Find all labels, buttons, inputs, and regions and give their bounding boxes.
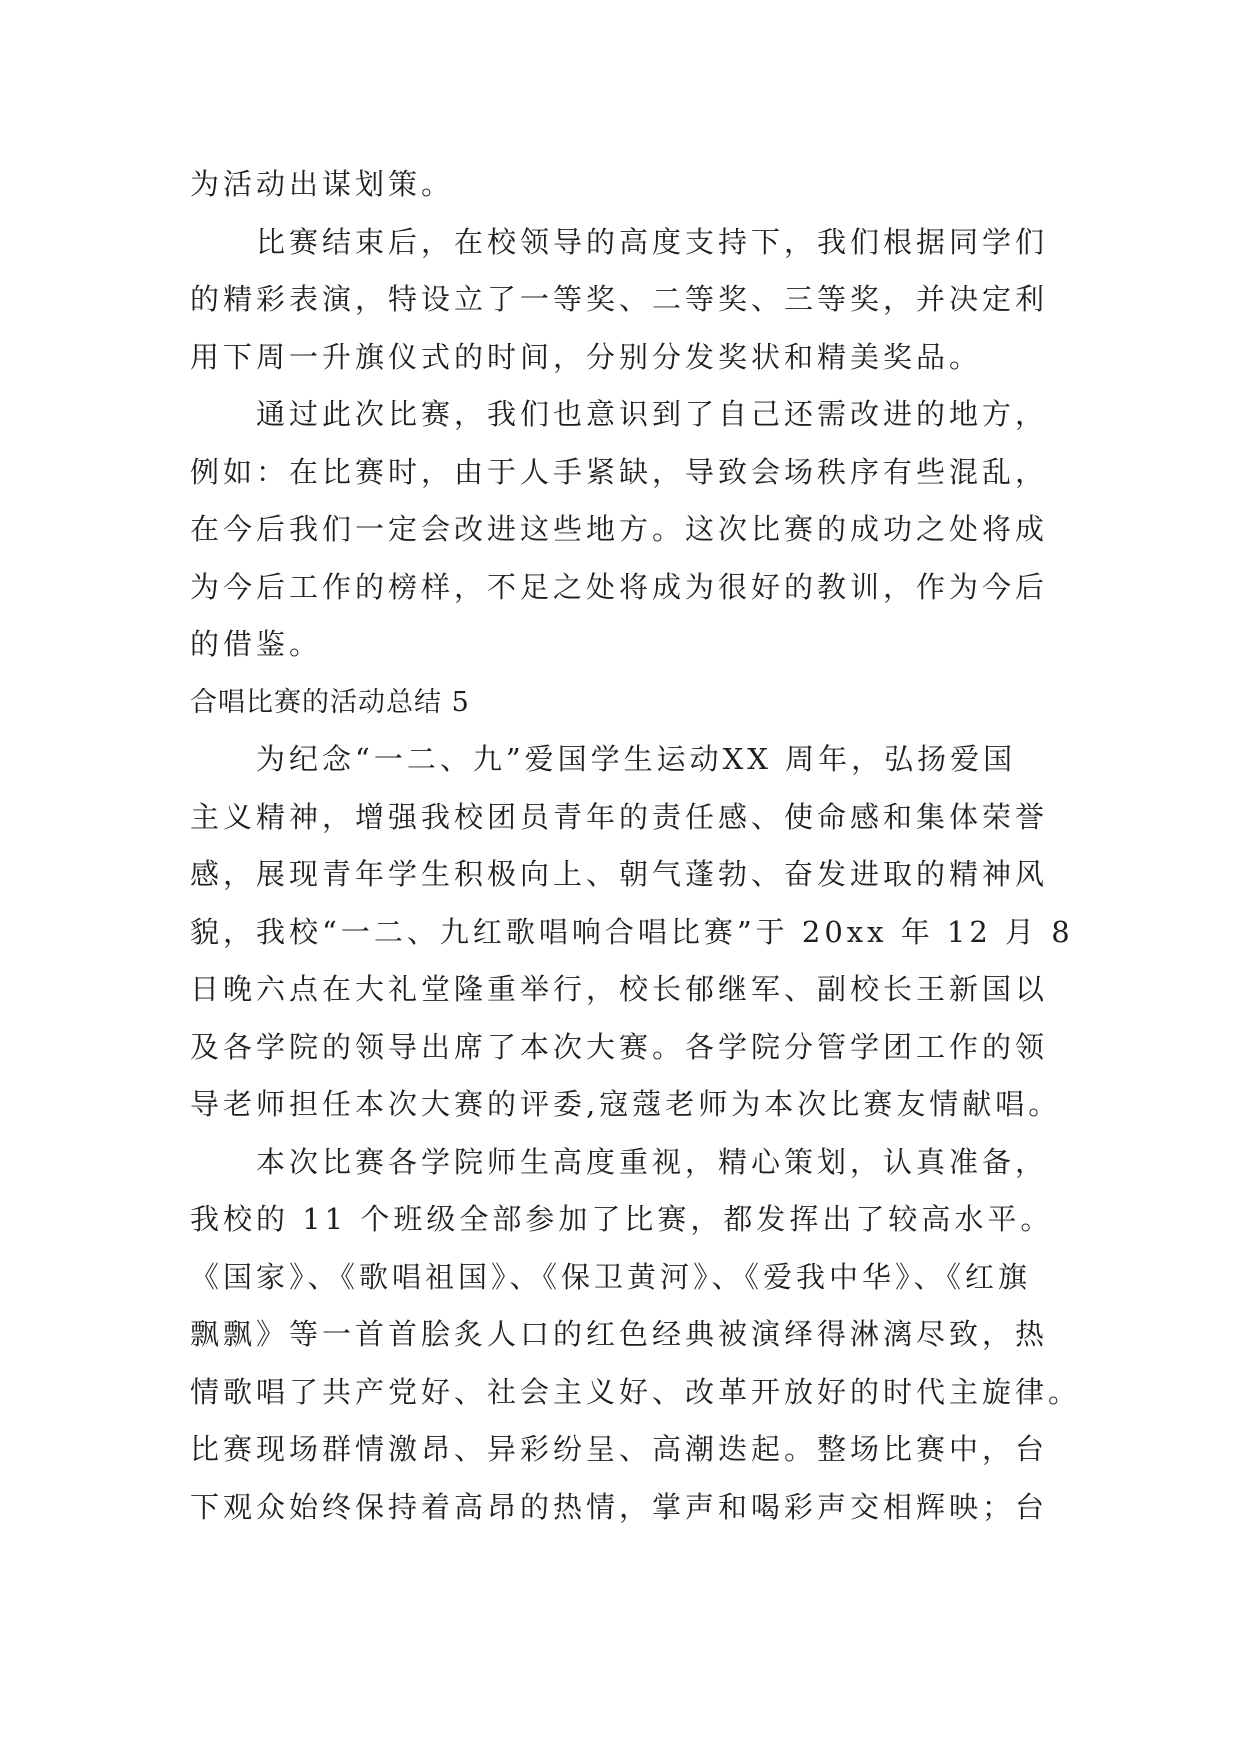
section-heading: 合唱比赛的活动总结 5 [190,686,470,718]
text-line: 情歌唱了共产党好、社会主义好、改革开放好的时代主旋律。 [190,1374,1082,1409]
text-line: 的精彩表演，特设立了一等奖、二等奖、三等奖，并决定利 [190,282,1049,316]
paragraph-awards [190,214,1070,387]
paragraph-intro [190,731,1074,1134]
text-line: 《国家》、《歌唱祖国》、《保卫黄河》、《爱我中华》、《红旗 [190,1259,1032,1294]
text-line: 为今后工作的榜样，不足之处将成为很好的教训，作为今后 [190,569,1049,604]
text-line: 例如：在比赛时，由于人手紧缺，导致会场秩序有些混乱， [190,454,1049,489]
document-body [190,156,1082,1536]
text-line: 日晚六点在大礼堂隆重举行，校长郁继军、副校长王新国以 [190,972,1049,1006]
text-line: 本次比赛各学院师生高度重视，精心策划，认真准备， [256,1144,1049,1179]
text-line: 比赛现场群情激昂、异彩纷呈、高潮迭起。整场比赛中，台 [190,1432,1049,1466]
text-line: 通过此次比赛，我们也意识到了自己还需改进的地方， [256,397,1049,431]
paragraph-continued [190,156,1070,214]
text-line: 用下周一升旗仪式的时间，分别分发奖状和精美奖品。 [190,339,983,374]
text-line: 下观众始终保持着高昂的热情，掌声和喝彩声交相辉映；台 [190,1489,1049,1524]
text-line: 比赛结束后，在校领导的高度支持下，我们根据同学们 [256,224,1049,259]
text-line: 飘飘》等一首首脍炙人口的红色经典被演绎得淋漓尽致，热 [190,1317,1049,1351]
paragraph-details [190,1134,1082,1537]
text-line: 的借鉴。 [190,627,323,661]
text-line: 我校的 11 个班级全部参加了比赛，都发挥出了较高水平。 [190,1202,1054,1236]
text-line: 导老师担任本次大赛的评委,寇蔻老师为本次比赛友情献唱。 [190,1087,1062,1121]
text-line: 貌，我校“一二、九红歌唱响合唱比赛”于 20xx 年 12 月 8 [190,914,1074,949]
paragraph-reflection [190,386,1070,674]
text-line: 感，展现青年学生积极向上、朝气蓬勃、奋发进取的精神风 [190,857,1049,891]
text-line: 在今后我们一定会改进这些地方。这次比赛的成功之处将成 [190,512,1049,546]
text-line: 为纪念“一二、九”爱国学生运动XX 周年，弘扬爱国 [256,742,1017,776]
text-line: 主义精神，增强我校团员青年的责任感、使命感和集体荣誉 [190,799,1049,834]
text-line: 及各学院的领导出席了本次大赛。各学院分管学团工作的领 [190,1029,1049,1064]
text-line: 为活动出谋划策。 [190,167,455,201]
